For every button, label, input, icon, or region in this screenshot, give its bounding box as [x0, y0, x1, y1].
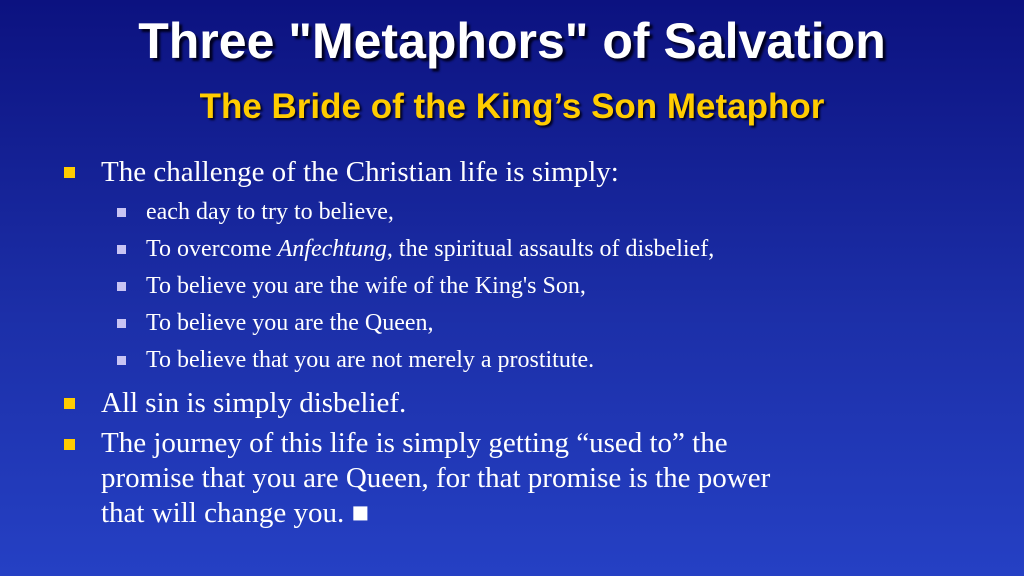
sub-bullet-item: To believe you are the Queen,	[146, 310, 434, 336]
sub-bullet-text: , the spiritual assaults of disbelief,	[386, 236, 715, 262]
bullet-item-line: The journey of this life is simply getting “used to” the	[101, 427, 728, 459]
bullet-item: All sin is simply disbelief.	[101, 387, 407, 419]
sub-square-bullet-icon	[117, 282, 126, 291]
sub-square-bullet-icon	[117, 208, 126, 217]
bullet-item-line: promise that you are Queen, for that promise is the power	[101, 462, 771, 494]
sub-bullet-text: To overcome	[146, 236, 278, 262]
slide-subtitle: The Bride of the King’s Son Metaphor	[199, 87, 825, 126]
sub-bullet-item	[146, 234, 714, 264]
sub-bullet-item: each day to try to believe,	[146, 199, 394, 225]
sub-bullet-item: To believe that you are not merely a prostitute.	[146, 347, 595, 373]
square-bullet-icon	[64, 167, 75, 178]
sub-bullet-italic-term: Anfechtung	[277, 236, 387, 262]
sub-square-bullet-icon	[117, 356, 126, 365]
sub-square-bullet-icon	[117, 319, 126, 328]
square-bullet-icon	[64, 439, 75, 450]
sub-square-bullet-icon	[117, 245, 126, 254]
sub-bullet-item: To believe you are the wife of the King's Son,	[146, 273, 586, 299]
bullet-item: The challenge of the Christian life is simply:	[101, 156, 619, 188]
square-bullet-icon	[64, 398, 75, 409]
bullet-item-line: that will change you. ■	[101, 497, 369, 529]
slide-title: Three "Metaphors" of Salvation	[138, 13, 886, 69]
